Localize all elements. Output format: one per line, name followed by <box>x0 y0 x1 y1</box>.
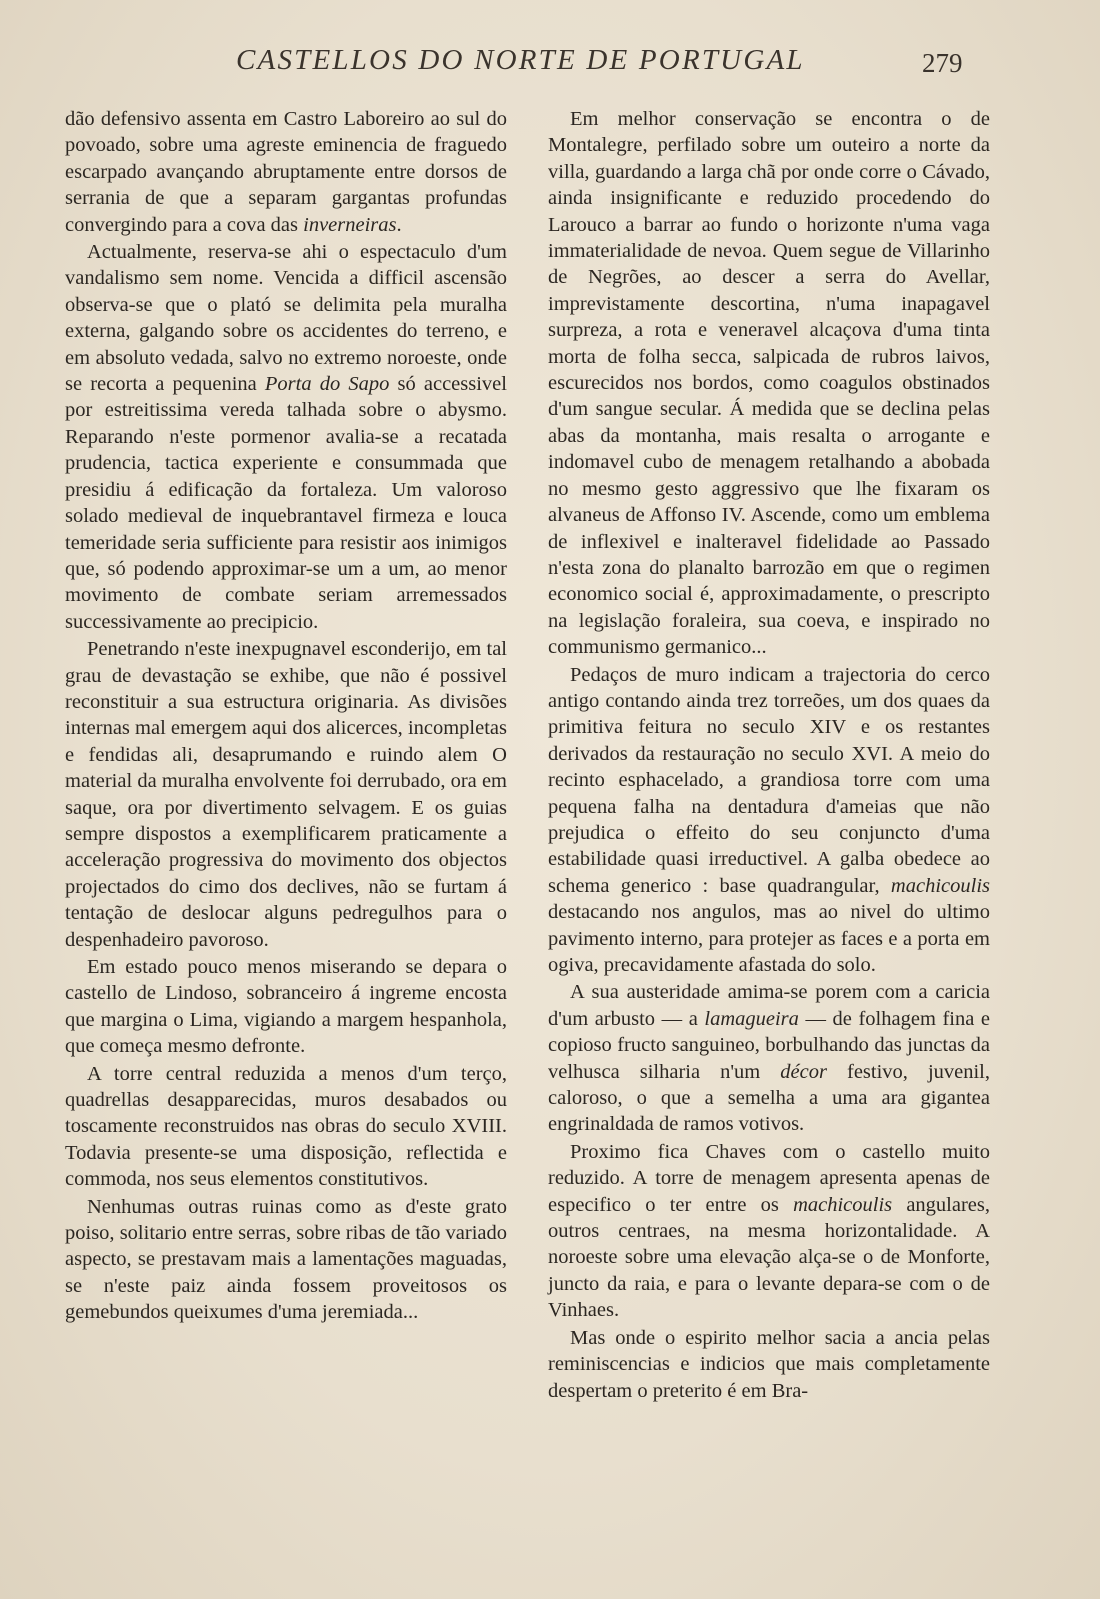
text-run: A sua austeridade amima-se porem com a caricia d'um arbusto — a <box>548 981 990 1030</box>
paragraph <box>65 239 507 635</box>
text-run: destacando nos angulos, mas ao nivel do ultimo pavimento interno, para protejer as faces e a porta em ogiva, precavidamente afastada do solo. <box>548 901 990 976</box>
italic-term: inverneiras <box>303 213 397 236</box>
text-run: Proximo fica Chaves com o castello muito reduzido. A torre de menagem apresenta apenas de especifico o ter entre os <box>548 1140 990 1216</box>
italic-term: machicoulis <box>890 874 990 897</box>
paragraph: Em melhor conservação se encontra o de Montalegre, perfilado sobre um outeiro a norte da villa, guardando a larga chã por onde corre o Cávado, ainda insignificante e reduzido procedendo do Larouco a barrar ao fundo o horizonte n'uma vaga immaterialidade de nevoa. Quem segue de Villarinho de Negrões, ao descer a serra do Avellar, imprevistamente descortina, n'uma inapagavel surpreza, a rota e veneravel alcaçova d'uma tinta morta de folha secca, salpicada de rubros laivos, escurecidos nos bordos, como coagulos obstinados d'um sangue secular. Á medida que se declina pelas abas da montanha, mais resalta o arrogante e indomavel cubo de menagem retalhando a abobada no mesmo gesto aggressivo que lhe fixaram os alvaneus de Affonso IV. Ascende, como um emblema de inflexivel e inalteravel fidelidade ao Passado n'esta zona do planalto barrozão em que o regimen economico social é, approximadamente, o prescripto na legislação foraleira, sua coeva, e inspirado no communismo germanico... <box>548 108 990 659</box>
italic-term: décor <box>780 1060 827 1083</box>
text-run: só accessivel por estreitissima vereda talhada sobre o abysmo. Reparando n'este pormenor avalia-se a recatada prudencia, tactica experiente e consummada que presidiu á edificação da fortaleza. Um valoroso solado medieval de inquebrantavel firmeza e louca temeridade seria sufficiente para resistir aos inimigos que, só podendo approximar-se um a um, ao menor movimento de combate seriam arremessados successivamente ao precipicio. <box>65 373 507 633</box>
page-number: 279 <box>922 48 963 78</box>
paragraph <box>548 662 990 979</box>
text-run: dão defensivo assenta em Castro Laboreiro ao sul do povoado, sobre uma agreste eminencia de fraguedo escarpado avançando abruptamente entre dorsos de serrania de que a separam gargantas profundas convergindo para a cova das <box>65 108 507 236</box>
text-run: . <box>396 213 402 236</box>
left-column <box>65 106 507 1326</box>
italic-term: Porta do Sapo <box>264 373 390 396</box>
paragraph: Penetrando n'este inexpugnavel esconderijo, em tal grau de devastação se exhibe, que não é possivel reconstituir a sua estructura originaria. As divisões internas mal emergem aqui dos alicerces, incompletas e fendidas ali, desaprumando e ruindo alem O material da muralha envolvente foi derrubado, ora em saque, ora por divertimento selvagem. E os guias sempre dispostos a exemplificarem praticamente a acceleração progressiva do movimento dos objectos projectados do cimo dos declives, não se furtam á tentação de deslocar alguns pedregulhos para o despenhadeiro pavoroso. <box>65 638 507 951</box>
text-run: — de folhagem fina e copioso fructo sanguineo, borbulhando das junctas da velhusca silharia n'um <box>548 1007 990 1083</box>
paragraph <box>548 979 990 1137</box>
text-run: festivo, juvenil, caloroso, o que a semelha a uma ara gigantea engrinaldada de ramos votivos. <box>548 1060 990 1136</box>
paragraph: Nenhumas outras ruinas como as d'este grato poiso, solitario entre serras, sobre ribas de tão variado aspecto, se prestavam mais a lamentações maguadas, se n'este paiz ainda fossem proveitosos os gemebundos queixumes d'uma jeremiada... <box>65 1195 507 1324</box>
text-run: Actualmente, reserva-se ahi o espectaculo d'um vandalismo sem nome. Vencida a difficil ascensão observa-se que o plató se delimita pela muralha externa, galgando sobre os accidentes do terreno, e em absoluto vedada, salvo no extremo noroeste, onde se recorta a pequenina <box>65 241 507 396</box>
paragraph: Em estado pouco menos miserando se depara o castello de Lindoso, sobranceiro á ingreme encosta que margina o Lima, vigiando a margem hespanhola, que começa mesmo defronte. <box>65 956 507 1058</box>
italic-term: machicoulis <box>793 1193 893 1216</box>
paragraph: A torre central reduzida a menos d'um terço, quadrellas desapparecidas, muros desabados ou toscamente reconstruidos nas obras do seculo XVIII. Todavia presente-se uma disposição, reflectida e commoda, nos seus elementos constitutivos. <box>65 1062 507 1191</box>
paragraph: Mas onde o espirito melhor sacia a ancia pelas reminiscencias e indicios que mais completamente despertam o preterito é em Bra- <box>548 1326 990 1402</box>
italic-term: lamagueira <box>704 1007 799 1030</box>
text-run: angulares, outros centraes, na mesma horizontalidade. A noroeste sobre uma elevação alça-se o de Monforte, juncto da raia, e para o levante depara-se com o de Vinhaes. <box>548 1193 990 1322</box>
text-run: Pedaços de muro indicam a trajectoria do cerco antigo contando ainda trez torreões, um dos quaes da primitiva feitura no seculo XIV e os restantes derivados da restauração no seculo XVI. A meio do recinto esphacelado, a grandiosa torre com uma pequena falha na dentadura d'ameias que não prejudica o effeito do seu conjuncto d'uma estabilidade quasi irreductivel. A galba obedece ao schema generico : base quadrangular, <box>548 663 990 897</box>
page-header <box>0 44 1100 90</box>
running-title: CASTELLOS DO NORTE DE PORTUGAL <box>236 44 805 76</box>
right-column <box>548 106 990 1404</box>
paragraph <box>548 1139 990 1324</box>
paragraph <box>65 106 507 238</box>
